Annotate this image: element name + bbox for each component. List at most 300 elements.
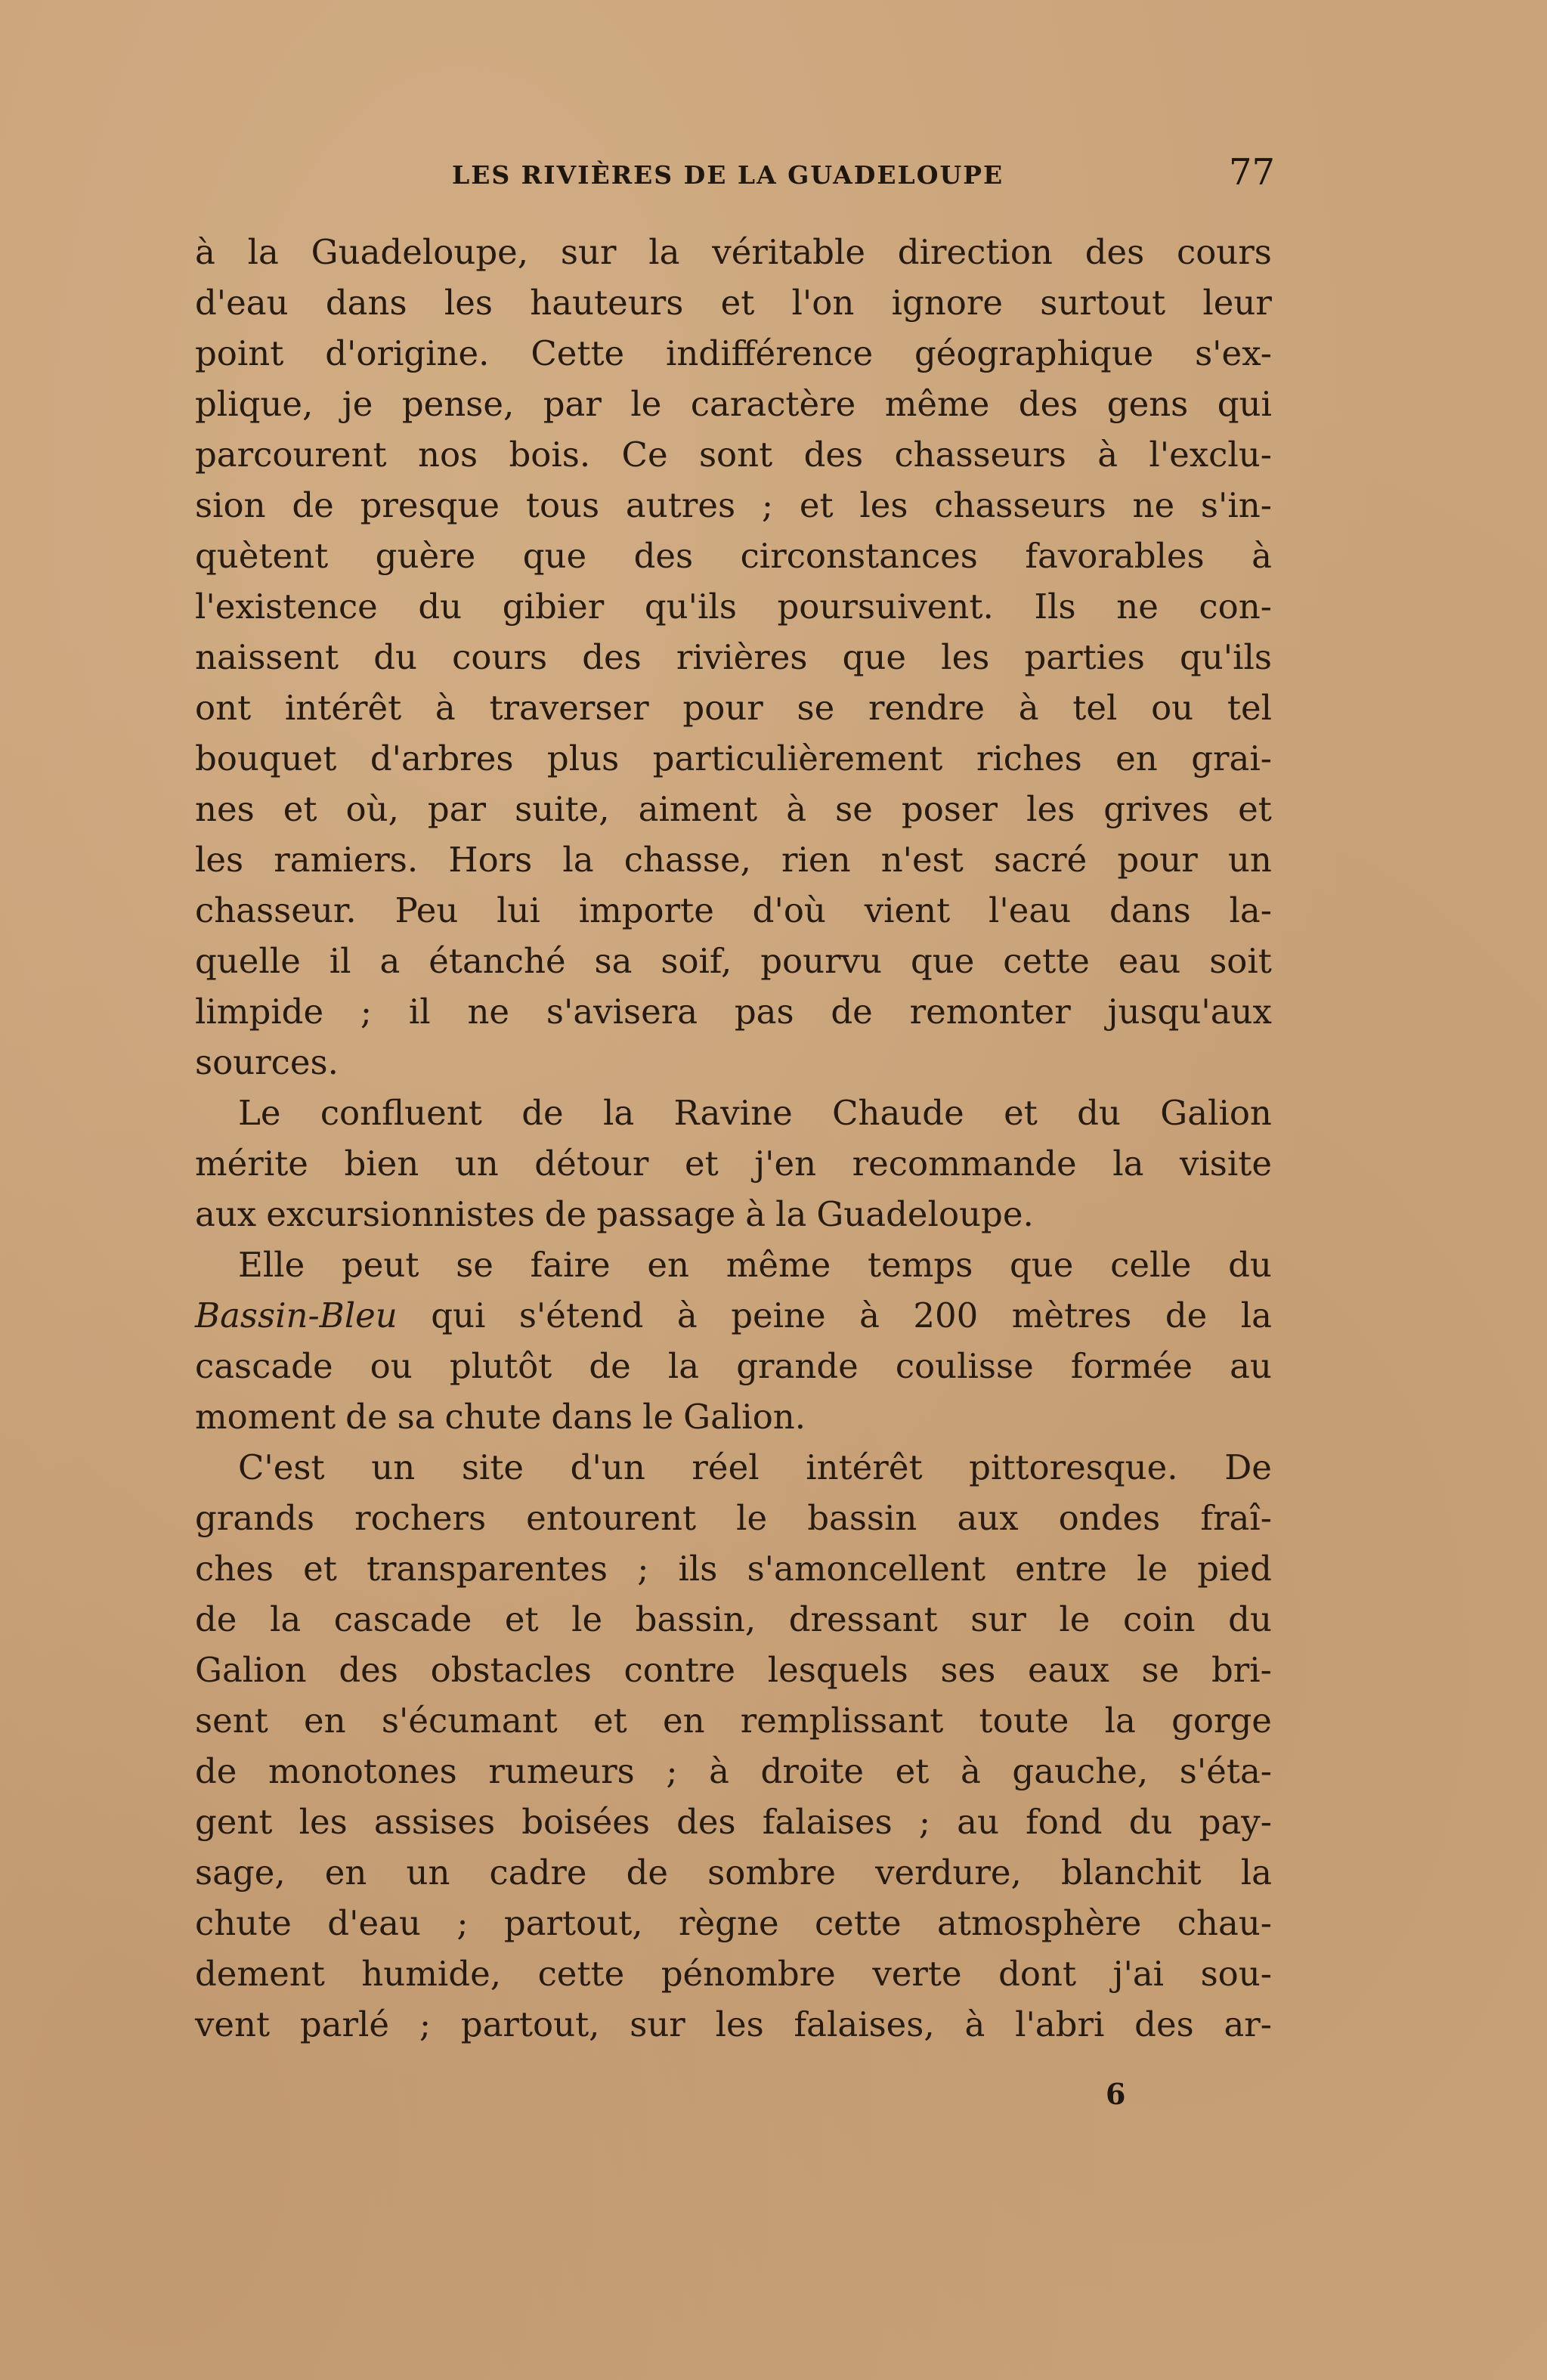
- word: les: [444, 283, 493, 323]
- text-line: [195, 1543, 1272, 1594]
- word: véritable: [712, 232, 865, 272]
- word: autres: [625, 485, 736, 525]
- text-line: [195, 1138, 1272, 1189]
- word: moment: [195, 1397, 336, 1437]
- word: nos: [417, 435, 478, 475]
- word: sa: [397, 1397, 435, 1437]
- word: rochers: [354, 1498, 487, 1538]
- word: peut: [341, 1245, 419, 1285]
- word: de: [345, 1397, 388, 1437]
- text-line: [195, 1898, 1272, 1948]
- word: coin: [1122, 1599, 1196, 1639]
- word: l'existence: [195, 586, 378, 627]
- word: qu'ils: [644, 586, 737, 627]
- word: obstacles: [430, 1650, 592, 1690]
- word: grives: [1103, 789, 1210, 829]
- word: pittoresque.: [969, 1447, 1178, 1487]
- word: indifférence: [666, 333, 874, 373]
- word: j'en: [754, 1144, 817, 1184]
- signature-mark: 6: [1106, 2077, 1126, 2111]
- word: fraî-: [1200, 1498, 1272, 1538]
- word: bassin: [807, 1498, 917, 1538]
- word: le: [1059, 1599, 1091, 1639]
- word: ramiers.: [274, 840, 419, 880]
- word: mérite: [195, 1144, 308, 1184]
- text-line: [195, 581, 1272, 632]
- word: du: [1228, 1599, 1272, 1639]
- word: vent: [195, 2004, 271, 2044]
- text-line: [195, 1037, 1272, 1088]
- word: ou: [1151, 688, 1194, 728]
- word: gauche,: [1012, 1751, 1149, 1791]
- word: un: [406, 1852, 450, 1893]
- word: pour: [1117, 840, 1198, 880]
- text-line: [195, 379, 1272, 429]
- word: ;: [637, 1549, 649, 1589]
- word: circonstances: [740, 536, 978, 576]
- word: Galion.: [683, 1397, 806, 1437]
- word: eau: [1118, 941, 1181, 981]
- word: se: [456, 1245, 493, 1285]
- word: et: [303, 1549, 337, 1589]
- word: Hors: [448, 840, 533, 880]
- word: d'un: [570, 1447, 645, 1487]
- word: des: [1018, 384, 1078, 424]
- word: des: [1134, 2004, 1194, 2044]
- word: lui: [497, 890, 540, 930]
- word: ondes: [1058, 1498, 1161, 1538]
- word: ;: [456, 1903, 469, 1943]
- word: con-: [1199, 586, 1272, 627]
- word: sa: [594, 941, 633, 981]
- word: Ce: [621, 435, 668, 475]
- word: partout,: [460, 2004, 600, 2044]
- word: en: [662, 1701, 705, 1741]
- word: à: [786, 789, 807, 829]
- word: au: [957, 1802, 999, 1842]
- word: pénombre: [661, 1954, 836, 1994]
- word: l'on: [791, 283, 855, 323]
- word: quètent: [195, 536, 329, 576]
- word: bois.: [509, 435, 591, 475]
- word: à: [435, 688, 456, 728]
- text-line: [195, 1088, 1272, 1138]
- word: s'amoncellent: [747, 1549, 985, 1589]
- word: de: [831, 992, 873, 1032]
- word: à: [1097, 435, 1118, 475]
- word: il: [408, 992, 431, 1032]
- word: des: [633, 536, 694, 576]
- word: à: [709, 1751, 729, 1791]
- word: s'in-: [1200, 485, 1272, 525]
- word: des: [803, 435, 864, 475]
- word: et: [684, 1144, 719, 1184]
- word: en: [324, 1852, 367, 1893]
- text-line: [195, 1240, 1272, 1290]
- text-line: [195, 1493, 1272, 1543]
- word: leur: [1202, 283, 1272, 323]
- text-line: [195, 682, 1272, 733]
- word: même: [884, 384, 990, 424]
- word: traverser: [489, 688, 649, 728]
- word: tous: [525, 485, 600, 525]
- word: pour: [682, 688, 763, 728]
- word: cette: [537, 1954, 625, 1994]
- text-line: [195, 1442, 1272, 1493]
- text-line: [195, 531, 1272, 581]
- word: cadre: [489, 1852, 587, 1893]
- word: détour: [534, 1144, 649, 1184]
- word: à: [745, 1194, 766, 1234]
- word: parties: [1024, 637, 1145, 677]
- word: géographique: [914, 333, 1154, 373]
- word: droite: [760, 1751, 865, 1791]
- word: verdure,: [875, 1852, 1022, 1893]
- word: la: [602, 1093, 635, 1133]
- word: de: [1165, 1295, 1208, 1335]
- word: formée: [1070, 1346, 1193, 1386]
- word: et: [1004, 1093, 1038, 1133]
- word: pied: [1197, 1549, 1272, 1589]
- word: la: [1240, 1295, 1272, 1335]
- word: de: [195, 1599, 237, 1639]
- word: s'éta-: [1179, 1751, 1272, 1791]
- word: par: [427, 789, 487, 829]
- word: sont: [698, 435, 773, 475]
- word: surtout: [1040, 283, 1166, 323]
- word: ar-: [1224, 2004, 1272, 2044]
- word: des: [339, 1650, 398, 1690]
- word: sacré: [993, 840, 1088, 880]
- word: vient: [864, 890, 951, 930]
- word: Peu: [394, 890, 459, 930]
- text-line: [195, 1797, 1272, 1847]
- word: en: [647, 1245, 689, 1285]
- word: chasseur.: [195, 890, 357, 930]
- word: gent: [195, 1802, 273, 1842]
- word: falaises: [762, 1802, 893, 1842]
- word: qu'ils: [1179, 637, 1272, 677]
- word: un: [371, 1447, 416, 1487]
- word: sur: [970, 1599, 1026, 1639]
- word: chute: [195, 1903, 292, 1943]
- word: celle: [1110, 1245, 1192, 1285]
- word: l'abri: [1015, 2004, 1105, 2044]
- word: cette: [814, 1903, 902, 1943]
- word: ches: [195, 1549, 274, 1589]
- word: du: [1128, 1802, 1173, 1842]
- word: ;: [761, 485, 774, 525]
- word: confluent: [320, 1093, 482, 1133]
- word: du: [1228, 1245, 1272, 1285]
- body-text: [195, 227, 1272, 2050]
- word: sombre: [707, 1852, 836, 1893]
- word: à: [676, 1295, 698, 1335]
- word: pas: [734, 992, 794, 1032]
- word: Ravine: [673, 1093, 793, 1133]
- word: poursuivent.: [777, 586, 994, 627]
- word: le: [642, 1397, 674, 1437]
- word: suite,: [515, 789, 610, 829]
- word: la-: [1229, 890, 1272, 930]
- word: gorge: [1171, 1701, 1272, 1741]
- word: dans: [325, 283, 407, 323]
- word: s'étend: [518, 1295, 644, 1335]
- word: de: [544, 1194, 587, 1234]
- word: un: [454, 1144, 499, 1184]
- word: la: [1112, 1144, 1144, 1184]
- text-line: [195, 733, 1272, 784]
- word: la: [269, 1599, 302, 1639]
- word: ;: [918, 1802, 930, 1842]
- word: assises: [373, 1802, 496, 1842]
- word: cascade: [195, 1346, 333, 1386]
- word: se: [835, 789, 873, 829]
- word: cette: [1003, 941, 1090, 981]
- word: ont: [195, 688, 252, 728]
- word: temps: [868, 1245, 973, 1285]
- word: chasseurs: [934, 485, 1106, 525]
- word: du: [1077, 1093, 1121, 1133]
- word: que: [842, 637, 907, 677]
- running-head: LES RIVIÈRES DE LA GUADELOUPE: [452, 160, 1004, 190]
- word: à: [960, 1751, 981, 1791]
- word: n'est: [880, 840, 964, 880]
- word: Guadeloupe.: [816, 1194, 1034, 1234]
- word: aiment: [638, 789, 758, 829]
- word: le: [630, 384, 662, 424]
- word: chasseurs: [894, 435, 1066, 475]
- word: l'exclu-: [1149, 435, 1272, 475]
- word: et: [720, 283, 755, 323]
- word: étanché: [429, 941, 566, 981]
- text-line: [195, 1594, 1272, 1645]
- word: De: [1224, 1447, 1272, 1487]
- word: en: [304, 1701, 346, 1741]
- word: de: [626, 1852, 669, 1893]
- word: et: [895, 1751, 930, 1791]
- word: entourent: [526, 1498, 697, 1538]
- word: et: [504, 1599, 539, 1639]
- text-line: [195, 1290, 1272, 1341]
- word: les: [1026, 789, 1075, 829]
- word: en: [1115, 738, 1158, 778]
- word: dement: [195, 1954, 325, 1994]
- word: Bassin-Bleu: [195, 1295, 398, 1335]
- word: plique,: [195, 384, 314, 424]
- word: tel: [1072, 688, 1118, 728]
- word: rendre: [868, 688, 985, 728]
- word: sur: [560, 232, 617, 272]
- word: qui: [1217, 384, 1272, 424]
- word: des: [1084, 232, 1145, 272]
- word: boisées: [521, 1802, 650, 1842]
- word: l'eau: [989, 890, 1072, 930]
- text-line: [195, 1189, 1272, 1240]
- word: à: [1252, 536, 1272, 576]
- word: de: [195, 1751, 237, 1791]
- word: faire: [530, 1245, 611, 1285]
- word: parlé: [299, 2004, 390, 2044]
- text-line: [195, 834, 1272, 885]
- word: guère: [375, 536, 476, 576]
- word: je: [342, 384, 373, 424]
- word: même: [726, 1245, 831, 1285]
- word: importe: [578, 890, 714, 930]
- word: dans: [1109, 890, 1191, 930]
- word: ne: [1116, 586, 1159, 627]
- word: dressant: [788, 1599, 938, 1639]
- word: pense,: [401, 384, 515, 424]
- word: Cette: [531, 333, 625, 373]
- text-line: [195, 1847, 1272, 1898]
- word: caractère: [690, 384, 856, 424]
- word: passage: [596, 1194, 736, 1234]
- word: et: [283, 789, 317, 829]
- text-line: [195, 227, 1272, 277]
- word: ils: [678, 1549, 718, 1589]
- word: blanchit: [1060, 1852, 1202, 1893]
- word: les: [299, 1802, 348, 1842]
- word: pourvu: [760, 941, 883, 981]
- word: la: [562, 840, 594, 880]
- word: s'ex-: [1195, 333, 1272, 373]
- word: le: [1137, 1549, 1168, 1589]
- word: il: [329, 941, 351, 981]
- text-line: [195, 885, 1272, 936]
- word: de: [292, 485, 334, 525]
- word: remplissant: [740, 1701, 944, 1741]
- word: humide,: [361, 1954, 502, 1994]
- word: partout,: [503, 1903, 643, 1943]
- word: du: [373, 637, 418, 677]
- word: intérêt: [284, 688, 402, 728]
- word: la: [1104, 1701, 1136, 1741]
- text-line: [195, 277, 1272, 328]
- text-line: [195, 986, 1272, 1037]
- word: la: [648, 232, 680, 272]
- word: s'écumant: [381, 1701, 558, 1741]
- word: de: [589, 1346, 631, 1386]
- word: lesquels: [767, 1650, 908, 1690]
- word: remonter: [909, 992, 1071, 1032]
- word: Chaude: [832, 1093, 964, 1133]
- word: cours: [452, 637, 548, 677]
- word: hauteurs: [530, 283, 684, 323]
- word: dans: [551, 1397, 633, 1437]
- word: grande: [736, 1346, 859, 1386]
- word: qui: [431, 1295, 486, 1335]
- word: sion: [195, 485, 266, 525]
- text-line: [195, 1695, 1272, 1746]
- word: quelle: [195, 941, 301, 981]
- word: plus: [546, 738, 620, 778]
- word: fond: [1026, 1802, 1103, 1842]
- word: la: [1240, 1852, 1272, 1893]
- word: Elle: [238, 1245, 305, 1285]
- word: et: [1238, 789, 1272, 829]
- word: bassin,: [635, 1599, 756, 1639]
- word: le: [571, 1599, 603, 1639]
- word: j'ai: [1112, 1954, 1165, 1994]
- word: à: [1018, 688, 1039, 728]
- text-line: [195, 1999, 1272, 2050]
- word: Guadeloupe,: [311, 232, 529, 272]
- word: d'origine.: [325, 333, 490, 373]
- text-line: [195, 480, 1272, 531]
- word: la: [775, 1194, 807, 1234]
- word: et: [593, 1701, 627, 1741]
- word: sage,: [195, 1852, 286, 1893]
- word: ne: [1132, 485, 1175, 525]
- word: la: [667, 1346, 700, 1386]
- word: poser: [901, 789, 998, 829]
- word: excursionnistes: [266, 1194, 535, 1234]
- word: Le: [238, 1093, 281, 1133]
- word: et: [799, 485, 834, 525]
- word: point: [195, 333, 284, 373]
- text-line: [195, 328, 1272, 379]
- word: rumeurs: [488, 1751, 635, 1791]
- word: règne: [679, 1903, 779, 1943]
- word: sources.: [195, 1042, 339, 1082]
- word: gens: [1106, 384, 1189, 424]
- word: chute: [444, 1397, 542, 1437]
- word: peine: [731, 1295, 826, 1335]
- word: verte: [872, 1954, 962, 1994]
- word: transparentes: [366, 1549, 608, 1589]
- word: d'eau: [195, 283, 289, 323]
- word: mètres: [1011, 1295, 1132, 1335]
- word: pay-: [1199, 1802, 1272, 1842]
- text-line: [195, 1341, 1272, 1391]
- word: jusqu'aux: [1107, 992, 1272, 1032]
- word: de: [521, 1093, 564, 1133]
- word: dont: [998, 1954, 1077, 1994]
- word: site: [461, 1447, 524, 1487]
- word: presque: [360, 485, 500, 525]
- word: des: [676, 1802, 736, 1842]
- word: à: [964, 2004, 985, 2044]
- word: falaises,: [794, 2004, 935, 2044]
- word: où,: [345, 789, 399, 829]
- word: un: [1227, 840, 1272, 880]
- word: visite: [1179, 1144, 1272, 1184]
- word: cascade: [333, 1599, 472, 1639]
- word: parcourent: [195, 435, 387, 475]
- word: se: [797, 688, 835, 728]
- word: plutôt: [449, 1346, 552, 1386]
- word: cours: [1177, 232, 1272, 272]
- word: favorables: [1025, 536, 1205, 576]
- word: que: [522, 536, 587, 576]
- text-line: [195, 632, 1272, 682]
- word: d'eau: [327, 1903, 421, 1943]
- word: aux: [195, 1194, 257, 1234]
- word: C'est: [238, 1447, 325, 1487]
- word: la: [247, 232, 279, 272]
- word: particulièrement: [652, 738, 943, 778]
- word: coulisse: [895, 1346, 1034, 1386]
- word: que: [910, 941, 975, 981]
- word: rivières: [676, 637, 808, 677]
- word: ignore: [891, 283, 1004, 323]
- word: les: [715, 2004, 764, 2044]
- word: ou: [370, 1346, 413, 1386]
- word: atmosphère: [937, 1903, 1142, 1943]
- word: 200: [913, 1295, 979, 1335]
- word: Ils: [1034, 586, 1076, 627]
